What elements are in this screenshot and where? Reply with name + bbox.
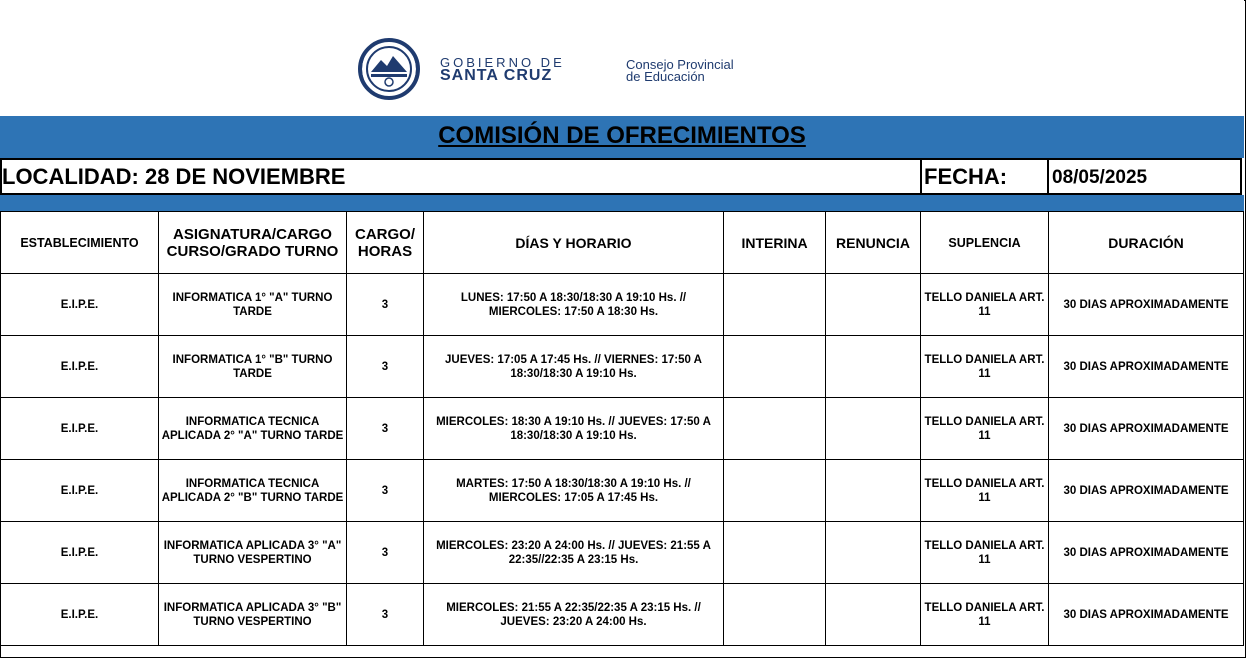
table-row xyxy=(1,522,1244,584)
cell-horas: 3 xyxy=(347,584,424,646)
cell-horas: 3 xyxy=(347,274,424,336)
divider xyxy=(1047,158,1049,195)
cell-renuncia xyxy=(826,460,921,522)
cell-duracion: 30 DIAS APROXIMADAMENTE xyxy=(1049,584,1244,646)
cell-horas: 3 xyxy=(347,336,424,398)
date-label: FECHA: xyxy=(924,164,1008,189)
table-header-row xyxy=(1,212,1244,274)
table-row xyxy=(1,274,1244,336)
cell-horario: MIERCOLES: 23:20 A 24:00 Hs. // JUEVES: 21:55 A 22:35//22:35 A 23:15 Hs. xyxy=(424,522,724,584)
cell-interina xyxy=(724,398,826,460)
cell-renuncia xyxy=(826,398,921,460)
cell-renuncia xyxy=(826,336,921,398)
cell-suplencia: TELLO DANIELA ART. 11 xyxy=(921,274,1049,336)
cell-asignatura: INFORMATICA 1° "B" TURNO TARDE xyxy=(159,336,347,398)
cell-horario: JUEVES: 17:05 A 17:45 Hs. // VIERNES: 17:50 A 18:30/18:30 A 19:10 Hs. xyxy=(424,336,724,398)
cell-duracion: 30 DIAS APROXIMADAMENTE xyxy=(1049,460,1244,522)
cell-interina xyxy=(724,584,826,646)
column-header-establecimiento: ESTABLECIMIENTO xyxy=(1,212,159,274)
cell-duracion: 30 DIAS APROXIMADAMENTE xyxy=(1049,274,1244,336)
cell-renuncia xyxy=(826,522,921,584)
cell-establecimiento: E.I.P.E. xyxy=(1,274,159,336)
table-row xyxy=(1,398,1244,460)
cell-horario: LUNES: 17:50 A 18:30/18:30 A 19:10 Hs. // MIERCOLES: 17:50 A 18:30 Hs. xyxy=(424,274,724,336)
page-title: COMISIÓN DE OFRECIMIENTOS xyxy=(438,122,806,149)
separator-band xyxy=(0,195,1244,211)
cell-asignatura: INFORMATICA TECNICA APLICADA 2° "A" TURNO TARDE xyxy=(159,398,347,460)
cell-asignatura: INFORMATICA APLICADA 3° "A" TURNO VESPERTINO xyxy=(159,522,347,584)
provincial-seal-logo xyxy=(355,38,423,100)
cell-horario: MIERCOLES: 18:30 A 19:10 Hs. // JUEVES: 17:50 A 18:30/18:30 A 19:10 Hs. xyxy=(424,398,724,460)
cell-establecimiento: E.I.P.E. xyxy=(1,398,159,460)
cell-establecimiento: E.I.P.E. xyxy=(1,522,159,584)
divider xyxy=(920,158,922,195)
cell-interina xyxy=(724,274,826,336)
cell-duracion: 30 DIAS APROXIMADAMENTE xyxy=(1049,336,1244,398)
cell-interina xyxy=(724,522,826,584)
date-value: 08/05/2025 xyxy=(1052,167,1148,188)
cell-asignatura: INFORMATICA APLICADA 3° "B" TURNO VESPERTINO xyxy=(159,584,347,646)
header-area xyxy=(0,0,1244,116)
column-header-renuncia: RENUNCIA xyxy=(826,212,921,274)
cell-asignatura: INFORMATICA TECNICA APLICADA 2° "B" TURNO TARDE xyxy=(159,460,347,522)
offers-table xyxy=(0,211,1244,646)
cell-interina xyxy=(724,336,826,398)
council-name-line1: Consejo Provincial xyxy=(626,57,734,72)
cell-suplencia: TELLO DANIELA ART. 11 xyxy=(921,460,1049,522)
table-row xyxy=(1,460,1244,522)
cell-renuncia xyxy=(826,274,921,336)
column-header-suplencia: SUPLENCIA xyxy=(921,212,1049,274)
government-name-line2: SANTA CRUZ xyxy=(440,67,553,84)
table-row xyxy=(1,584,1244,646)
cell-interina xyxy=(724,460,826,522)
cell-renuncia xyxy=(826,584,921,646)
cell-establecimiento: E.I.P.E. xyxy=(1,584,159,646)
cell-establecimiento: E.I.P.E. xyxy=(1,336,159,398)
cell-horas: 3 xyxy=(347,522,424,584)
column-header-asignatura: ASIGNATURA/CARGO CURSO/GRADO TURNO xyxy=(159,212,347,274)
column-header-cargo-horas: CARGO/ HORAS xyxy=(347,212,424,274)
government-name-line1: GOBIERNO DE xyxy=(440,55,565,70)
cell-duracion: 30 DIAS APROXIMADAMENTE xyxy=(1049,522,1244,584)
cell-asignatura: INFORMATICA 1° "A" TURNO TARDE xyxy=(159,274,347,336)
cell-horas: 3 xyxy=(347,460,424,522)
cell-suplencia: TELLO DANIELA ART. 11 xyxy=(921,584,1049,646)
cell-establecimiento: E.I.P.E. xyxy=(1,460,159,522)
cell-suplencia: TELLO DANIELA ART. 11 xyxy=(921,336,1049,398)
cell-horario: MARTES: 17:50 A 18:30/18:30 A 19:10 Hs. // MIERCOLES: 17:05 A 17:45 Hs. xyxy=(424,460,724,522)
column-header-interina: INTERINA xyxy=(724,212,826,274)
table-row xyxy=(1,336,1244,398)
cell-suplencia: TELLO DANIELA ART. 11 xyxy=(921,398,1049,460)
column-header-duracion: DURACIÓN xyxy=(1049,212,1244,274)
locality-label: LOCALIDAD: 28 DE NOVIEMBRE xyxy=(2,164,346,189)
cell-duracion: 30 DIAS APROXIMADAMENTE xyxy=(1049,398,1244,460)
cell-suplencia: TELLO DANIELA ART. 11 xyxy=(921,522,1049,584)
column-header-dias-horario: DÍAS Y HORARIO xyxy=(424,212,724,274)
cell-horario: MIERCOLES: 21:55 A 22:35/22:35 A 23:15 Hs. // JUEVES: 23:20 A 24:00 Hs. xyxy=(424,584,724,646)
council-name-line2: de Educación xyxy=(626,69,705,84)
cell-horas: 3 xyxy=(347,398,424,460)
